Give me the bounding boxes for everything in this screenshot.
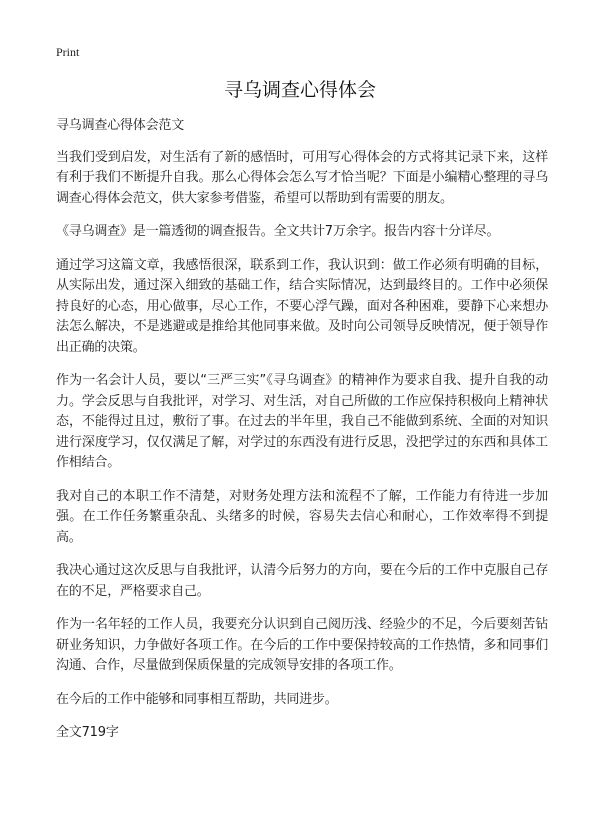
- paragraph-intro: 当我们受到启发，对生活有了新的感悟时，可用写心得体会的方式将其记录下来，这样有利于我们不断提升自我。那么心得体会怎么写才恰当呢？下面是小编精心整理的寻乌调查心得体会范文，供大家参考借鉴，希望可以帮助到有需要的朋友。: [56, 149, 548, 206]
- print-link[interactable]: Print: [56, 45, 80, 59]
- article-subtitle: 寻乌调查心得体会范文: [56, 118, 185, 133]
- paragraph-young-worker: 作为一名年轻的工作人员，我要充分认识到自己阅历浅、经验少的不足，今后要刻苦钻研业务知识，力争做好各项工作。在今后的工作中要保持较高的工作热情，多和同事们沟通、合作，尽量做到保质保量的完成领导安排的各项工作。: [56, 617, 548, 673]
- article-body: [56, 116, 548, 757]
- page-title: 寻乌调查心得体会: [223, 79, 376, 101]
- paragraph-insight: 通过学习这篇文章，我感悟很深，联系到工作，我认识到：做工作必须有明确的目标，从实际出发，通过深入细致的基础工作，结合实际情况，达到最终目的。工作中必须保持良好的心态，用心做事，尽心工作，不要心浮气躁，面对各种困难，要静下心来想办法怎么解决，不是逃避或是推给其他同事来做。及时向公司领导反映情况，便于领导作出正确的决策。: [56, 257, 548, 355]
- paragraph-closing: 在今后的工作中能够和同事相互帮助，共同进步。: [56, 691, 338, 707]
- paragraph-self-assessment: 我对自己的本职工作不清楚，对财务处理方法和流程不了解，工作能力有待进一步加强。在工作任务繁重杂乱、头绪多的时候，容易失去信心和耐心，工作效率得不到提高。: [56, 488, 548, 545]
- paragraph-resolution: 我决心通过这次反思与自我批评，认清今后努力的方向，要在今后的工作中克服自己存在的不足，严格要求自己。: [56, 563, 548, 599]
- word-count: 全文719字: [56, 725, 119, 740]
- paragraph-summary: 《寻乌调查》是一篇透彻的调查报告。全文共计7万余字。报告内容十分详尽。: [56, 224, 500, 239]
- paragraph-accountant: 作为一名会计人员，要以“三严三实”《寻乌调查》的精神作为要求自我、提升自我的动力。学会反思与自我批评，对学习、对生活，对自己所做的工作应保持积极向上精神状态，不能得过且过，敷衍了事。在过去的半年里，我自己不能做到系统、全面的对知识进行深度学习，仅仅满足了解，对学过的东西没有进行反思，没把学过的东西和具体工作相结合。: [56, 373, 548, 470]
